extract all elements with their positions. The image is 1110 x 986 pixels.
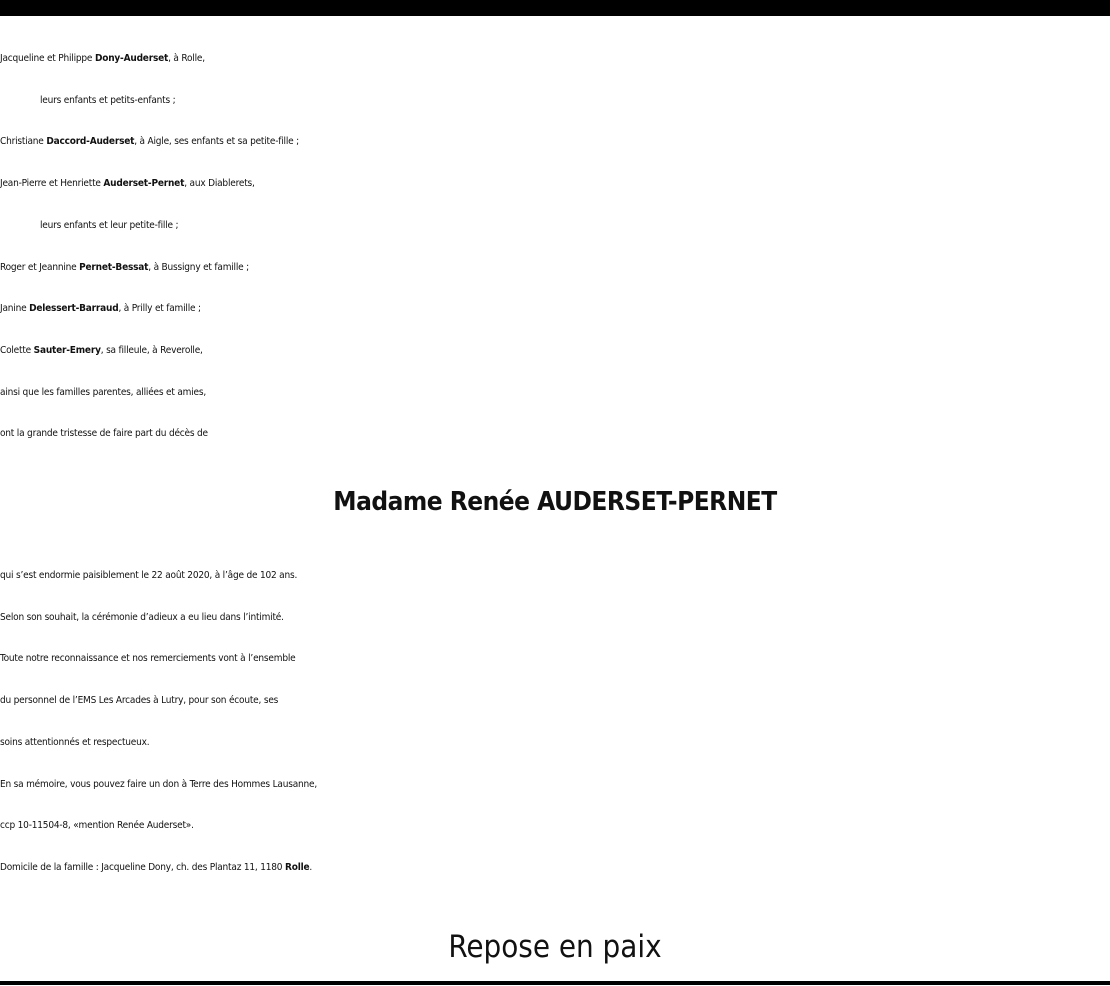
family-line bbox=[0, 247, 1110, 289]
text: Colette bbox=[0, 344, 34, 356]
family-line: ont la grande tristesse de faire part du décès de bbox=[0, 428, 208, 440]
family-line: ainsi que les familles parentes, alliées et amies, bbox=[0, 386, 206, 398]
family-line: leurs enfants et leur petite-fille ; bbox=[40, 219, 179, 231]
deceased-name: Madame Renée AUDERSET-PERNET bbox=[333, 487, 777, 517]
family-name: Daccord-Auderset bbox=[46, 136, 135, 148]
family-name: Auderset-Pernet bbox=[103, 178, 185, 190]
family-name: Delessert-Barraud bbox=[29, 303, 119, 315]
text: , à Rolle, bbox=[168, 53, 205, 64]
family-name: Dony-Auderset bbox=[94, 53, 169, 64]
family-line bbox=[0, 288, 1110, 330]
announcement-body bbox=[0, 555, 1110, 889]
body-line: Toute notre reconnaissance et nos remerciements vont à l’ensemble bbox=[0, 653, 296, 665]
body-line: qui s’est endormie paisiblement le 22 août 2020, à l’âge de 102 ans. bbox=[0, 570, 298, 581]
body-line: Selon son souhait, la cérémonie d’adieux a eu lieu dans l’intimité. bbox=[0, 611, 284, 623]
text: Jacqueline et Philippe bbox=[0, 53, 95, 64]
body-line bbox=[0, 847, 1110, 889]
body-line: du personnel de l’EMS Les Arcades à Lutry, pour son écoute, ses bbox=[0, 695, 279, 707]
family-line bbox=[0, 330, 1110, 372]
body-line: En sa mémoire, vous pouvez faire un don à Terre des Hommes Lausanne, bbox=[0, 778, 318, 790]
family-name: Pernet-Bessat bbox=[79, 261, 149, 273]
text: , sa filleule, à Reverolle, bbox=[100, 344, 203, 356]
family-line bbox=[0, 163, 1110, 205]
text: Jean-Pierre et Henriette bbox=[0, 178, 104, 190]
top-border-rule bbox=[0, 0, 1110, 16]
text: , aux Diablerets, bbox=[184, 178, 255, 190]
text: Domicile de la famille : Jacqueline Dony, ch. des Plantaz 11, 1180 bbox=[0, 861, 285, 873]
family-line bbox=[0, 38, 1110, 80]
family-line bbox=[0, 121, 1110, 163]
text: , à Bussigny et famille ; bbox=[148, 261, 249, 273]
closing-phrase: Repose en paix bbox=[448, 929, 662, 965]
body-line: soins attentionnés et respectueux. bbox=[0, 736, 150, 748]
text: , à Prilly et famille ; bbox=[118, 303, 201, 315]
place-name: Rolle bbox=[284, 861, 310, 873]
family-list bbox=[0, 38, 1110, 455]
text: . bbox=[309, 861, 313, 873]
family-name: Sauter-Emery bbox=[33, 344, 101, 356]
text: Janine bbox=[0, 303, 30, 315]
body-line: ccp 10-11504-8, «mention Renée Auderset». bbox=[0, 820, 194, 832]
family-line: leurs enfants et petits-enfants ; bbox=[40, 94, 176, 106]
text: Christiane bbox=[0, 136, 47, 148]
text: Roger et Jeannine bbox=[0, 261, 80, 273]
bottom-border-rule bbox=[0, 981, 1110, 985]
text: , à Aigle, ses enfants et sa petite-fille ; bbox=[134, 136, 299, 148]
